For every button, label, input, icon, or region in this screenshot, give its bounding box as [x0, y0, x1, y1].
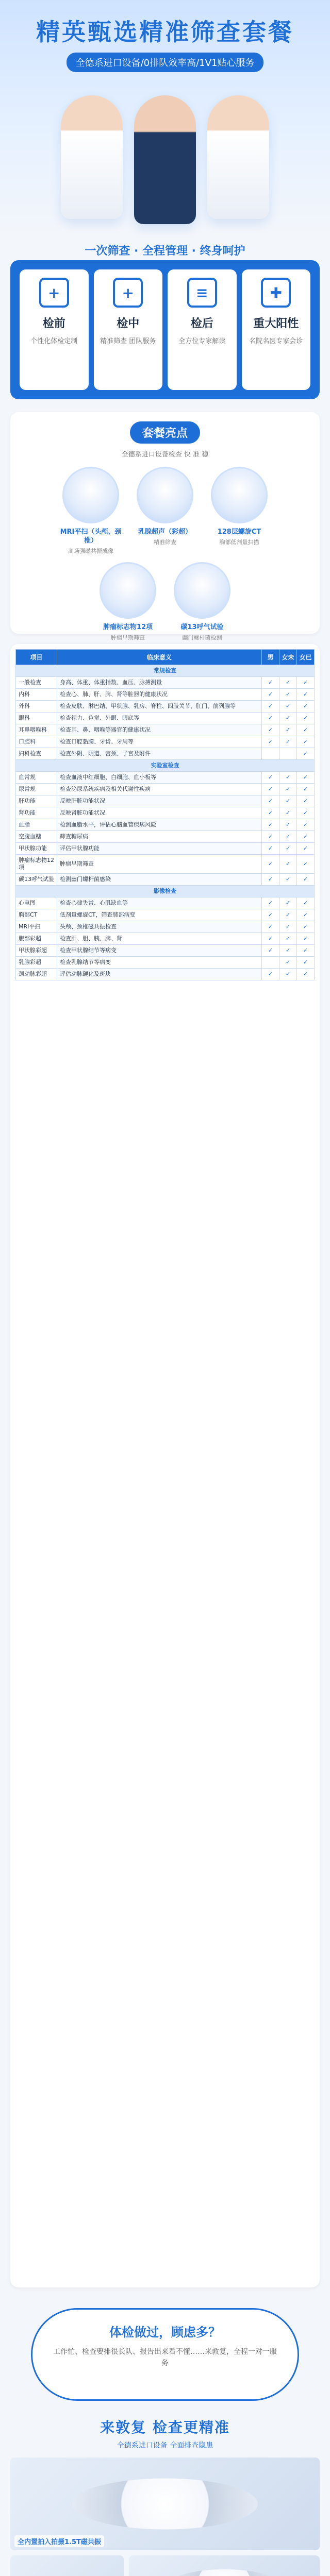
table-row: [16, 795, 315, 807]
item-name: 肝功能: [16, 795, 57, 807]
item-name: 甲状腺彩超: [16, 945, 57, 957]
table-category-row: [16, 760, 315, 772]
callout-text: 工作忙、检查要排很长队、报告出来看不懂……来敦复，全程一对一服务: [53, 2348, 277, 2367]
item-name: 心电图: [16, 897, 57, 909]
breath-test-image: [174, 562, 230, 619]
check-mark: ✓: [262, 784, 279, 795]
table-row: [16, 945, 315, 957]
features-section: [10, 412, 320, 641]
category-label: 影像检查: [16, 886, 315, 897]
hero-banner: [0, 0, 330, 234]
ultrasound-image: [137, 467, 193, 523]
woman-figure: [207, 95, 269, 219]
item-desc: 检查肝、胆、胰、脾、肾: [57, 933, 262, 945]
check-mark: ✓: [279, 713, 297, 724]
check-mark: ✓: [297, 909, 315, 921]
tumor-marker-image: [100, 562, 156, 619]
item-name: 眼科: [16, 713, 57, 724]
table-row: [16, 772, 315, 784]
check-mark: ✓: [279, 831, 297, 843]
benefit-desc: 精准筛查 团队服务: [100, 337, 156, 345]
item-desc: 检查口腔黏膜、牙齿、牙周等: [57, 736, 262, 748]
item-name: 外科: [16, 701, 57, 713]
check-mark: ✓: [297, 748, 315, 760]
medical-cross-icon: ✚: [261, 278, 291, 308]
item-name: 碳13呼气试验: [16, 874, 57, 886]
table-row: [16, 874, 315, 886]
check-mark: ✓: [279, 677, 297, 689]
item-name: 口腔科: [16, 736, 57, 748]
item-desc: 检测血脂水平，评估心脑血管疾病风险: [57, 819, 262, 831]
table-row: [16, 909, 315, 921]
item-desc: 检查乳腺结节等病变: [57, 957, 262, 969]
check-mark: ✓: [262, 819, 279, 831]
concern-callout: [31, 2308, 299, 2401]
item-desc: 检查视力、色觉、外眼、眼底等: [57, 713, 262, 724]
item-name: 尿常规: [16, 784, 57, 795]
table-row: [16, 807, 315, 819]
businessman-figure: [134, 95, 196, 224]
check-mark: ✓: [262, 701, 279, 713]
check-mark: ✓: [297, 819, 315, 831]
check-mark: ✓: [297, 855, 315, 874]
feature-item: [206, 467, 273, 555]
table-row: [16, 897, 315, 909]
check-mark: ✓: [262, 874, 279, 886]
check-mark: ✓: [297, 957, 315, 969]
benefit-title: 检中: [117, 317, 140, 330]
table-row: [16, 921, 315, 933]
item-name: 耳鼻咽喉科: [16, 724, 57, 736]
hospital-icon: +: [113, 278, 143, 308]
check-mark: ✓: [297, 736, 315, 748]
col-female-unmarried: 女未: [279, 650, 297, 665]
category-label: 常规检查: [16, 665, 315, 677]
check-mark: ✓: [297, 921, 315, 933]
hero-subtitle: 全德系进口设备/0排队效率高/1V1贴心服务: [67, 53, 264, 72]
col-male: 男: [262, 650, 279, 665]
check-mark: ✓: [297, 969, 315, 980]
item-desc: 检查皮肤、淋巴结、甲状腺、乳房、脊柱、四肢关节、肛门、前列腺等: [57, 701, 262, 713]
check-mark: ✓: [262, 677, 279, 689]
mri-photo: [10, 2458, 320, 2550]
feature-item: [131, 467, 199, 555]
check-mark: ✓: [262, 736, 279, 748]
check-mark: ✓: [297, 945, 315, 957]
item-name: 颈动脉彩超: [16, 969, 57, 980]
check-mark: ✓: [262, 897, 279, 909]
item-desc: 头颅、颈椎磁共振检查: [57, 921, 262, 933]
table-row: [16, 843, 315, 855]
item-name: 空腹血糖: [16, 831, 57, 843]
page-title: 精英甄选精准筛查套餐: [36, 18, 294, 46]
check-mark: ✓: [279, 807, 297, 819]
table-category-row: [16, 665, 315, 677]
item-desc: 检查外阴、阴道、宫颈、子宫及附件: [57, 748, 262, 760]
feature-item: [169, 562, 236, 641]
item-desc: 肿瘤早期筛查: [57, 855, 262, 874]
ct-photo: [129, 2555, 320, 2576]
benefit-desc: 全方位专家解读: [178, 337, 226, 345]
table-row: [16, 724, 315, 736]
item-name: 妇科检查: [16, 748, 57, 760]
item-name: MRI平扫: [16, 921, 57, 933]
table-row: [16, 819, 315, 831]
package-table: [10, 644, 320, 2287]
check-mark: ✓: [262, 831, 279, 843]
item-desc: 反映肝脏功能状况: [57, 795, 262, 807]
check-mark: ✓: [297, 701, 315, 713]
ct-image: [211, 467, 268, 523]
equipment-section: [10, 2416, 320, 2576]
check-mark: ✓: [262, 855, 279, 874]
check-mark: ✓: [279, 874, 297, 886]
check-mark: ✓: [262, 713, 279, 724]
item-desc: 低剂量螺旋CT，筛查肺部病变: [57, 909, 262, 921]
doctor-figure: [61, 95, 123, 219]
check-mark: ✓: [297, 724, 315, 736]
check-mark: ✓: [262, 945, 279, 957]
check-mark: ✓: [279, 772, 297, 784]
item-name: 甲状腺功能: [16, 843, 57, 855]
item-desc: 检查血液中红细胞、白细胞、血小板等: [57, 772, 262, 784]
check-mark: ✓: [262, 724, 279, 736]
hero-people-image: [0, 95, 330, 224]
item-desc: 评估甲状腺功能: [57, 843, 262, 855]
clipboard-icon: ≡: [187, 278, 217, 308]
table-row: [16, 689, 315, 701]
items-table: [15, 649, 315, 980]
item-name: 血常规: [16, 772, 57, 784]
equipment-title: 来敦复 检查更精准: [100, 2419, 230, 2436]
feature-desc: 胸部低剂量扫描: [219, 539, 259, 546]
table-row: [16, 831, 315, 843]
item-desc: 检查心、肺、肝、脾、肾等脏器的健康状况: [57, 689, 262, 701]
check-mark: ✓: [297, 843, 315, 855]
item-desc: 检查耳、鼻、咽喉等器官的健康状况: [57, 724, 262, 736]
check-mark: ✓: [262, 933, 279, 945]
check-mark: ✓: [262, 969, 279, 980]
check-mark: ✓: [297, 831, 315, 843]
item-desc: 检查泌尿系统疾病及相关代谢性疾病: [57, 784, 262, 795]
item-name: 一般检查: [16, 677, 57, 689]
item-name: 肿瘤标志物12项: [16, 855, 57, 874]
check-mark: ✓: [262, 909, 279, 921]
feature-title: MRI平扫（头颅、颈椎）: [60, 528, 122, 545]
benefit-desc: 名院名医专家会诊: [249, 337, 303, 345]
table-row: [16, 677, 315, 689]
item-desc: 身高、体重、体重指数、血压、脉搏测量: [57, 677, 262, 689]
check-mark: ✓: [297, 933, 315, 945]
check-mark: ✓: [279, 784, 297, 795]
check-mark: ✓: [279, 843, 297, 855]
check-mark: ✓: [279, 855, 297, 874]
table-row: [16, 701, 315, 713]
check-mark: ✓: [297, 784, 315, 795]
table-row: [16, 748, 315, 760]
photo-caption: 全内置拍入拍摄1.5T磁共振: [14, 2535, 104, 2547]
table-row: [16, 713, 315, 724]
item-name: 乳腺彩超: [16, 957, 57, 969]
check-mark: ✓: [262, 689, 279, 701]
table-row: [16, 736, 315, 748]
col-desc: 临床意义: [57, 650, 262, 665]
benefit-cards: [10, 260, 320, 399]
feature-title: 128层螺旋CT: [217, 528, 261, 536]
equipment-subtitle: 全德系进口设备 全面排查隐患: [117, 2442, 213, 2450]
item-name: 腹部彩超: [16, 933, 57, 945]
check-mark: ✓: [262, 772, 279, 784]
check-mark: ✓: [262, 843, 279, 855]
check-mark: ✓: [279, 921, 297, 933]
benefit-card-after: [168, 269, 237, 390]
check-mark: ✓: [297, 874, 315, 886]
check-mark: ✓: [279, 909, 297, 921]
item-name: 胸部CT: [16, 909, 57, 921]
feature-item: [57, 467, 124, 555]
check-mark: ✓: [297, 807, 315, 819]
check-mark: ✓: [297, 713, 315, 724]
benefit-title: 检前: [42, 317, 65, 330]
col-item: 项目: [16, 650, 57, 665]
benefit-title: 检后: [190, 317, 213, 330]
check-mark: ✓: [279, 945, 297, 957]
check-mark: ✓: [279, 736, 297, 748]
benefit-desc: 个性化体检定制: [30, 337, 78, 345]
table-row: [16, 855, 315, 874]
table-row: [16, 957, 315, 969]
callout-title: 体检做过，顾虑多？: [109, 2325, 221, 2340]
item-name: 内科: [16, 689, 57, 701]
check-mark: ✓: [297, 689, 315, 701]
document-plus-icon: +: [39, 278, 69, 308]
category-label: 实验室检查: [16, 760, 315, 772]
item-desc: 检查甲状腺结节等病变: [57, 945, 262, 957]
check-mark: ✓: [279, 957, 297, 969]
features-subtitle: 全德系进口设备检查 快 准 稳: [121, 451, 209, 459]
check-mark: ✓: [279, 724, 297, 736]
col-female-married: 女已: [297, 650, 315, 665]
feature-desc: 幽门螺杆菌检测: [182, 634, 222, 641]
check-mark: ✓: [279, 819, 297, 831]
table-row: [16, 933, 315, 945]
feature-desc: 精准筛查: [154, 539, 176, 546]
check-mark: ✓: [297, 795, 315, 807]
check-mark: ✓: [262, 807, 279, 819]
feature-title: 肿瘤标志物12项: [103, 623, 153, 631]
section-tag: 套餐亮点: [130, 421, 200, 444]
check-mark: ✓: [297, 677, 315, 689]
check-mark: ✓: [279, 969, 297, 980]
feature-title: 碳13呼气试验: [180, 623, 224, 631]
feature-title: 乳腺超声（彩超）: [138, 528, 192, 536]
benefit-card-major: [242, 269, 311, 390]
item-desc: 筛查糖尿病: [57, 831, 262, 843]
table-row: [16, 969, 315, 980]
feature-desc: 高场强磁共振成像: [68, 548, 113, 554]
tomo-photo: [10, 2555, 124, 2576]
check-mark: ✓: [279, 897, 297, 909]
check-mark: ✓: [279, 933, 297, 945]
table-category-row: [16, 886, 315, 897]
check-mark: ✓: [297, 772, 315, 784]
item-name: 肾功能: [16, 807, 57, 819]
check-mark: ✓: [279, 701, 297, 713]
item-desc: 评估动脉硬化及斑块: [57, 969, 262, 980]
item-desc: 检查心律失常、心肌缺血等: [57, 897, 262, 909]
check-mark: ✓: [262, 795, 279, 807]
benefit-card-during: [94, 269, 163, 390]
slogan: 一次筛查 · 全程管理 · 终身呵护: [85, 245, 245, 258]
benefit-card-before: [20, 269, 89, 390]
check-mark: [279, 748, 297, 760]
check-mark: [262, 748, 279, 760]
item-name: 血脂: [16, 819, 57, 831]
table-row: [16, 784, 315, 795]
feature-desc: 肿瘤早期筛查: [111, 634, 145, 641]
item-desc: 检测幽门螺杆菌感染: [57, 874, 262, 886]
table-header: [16, 650, 315, 665]
feature-item: [94, 562, 161, 641]
mri-image: [62, 467, 119, 523]
item-desc: 反映肾脏功能状况: [57, 807, 262, 819]
check-mark: ✓: [279, 795, 297, 807]
check-mark: [262, 957, 279, 969]
check-mark: ✓: [297, 897, 315, 909]
table-body: [16, 665, 315, 980]
benefit-title: 重大阳性: [253, 317, 299, 330]
check-mark: ✓: [279, 689, 297, 701]
check-mark: ✓: [262, 921, 279, 933]
